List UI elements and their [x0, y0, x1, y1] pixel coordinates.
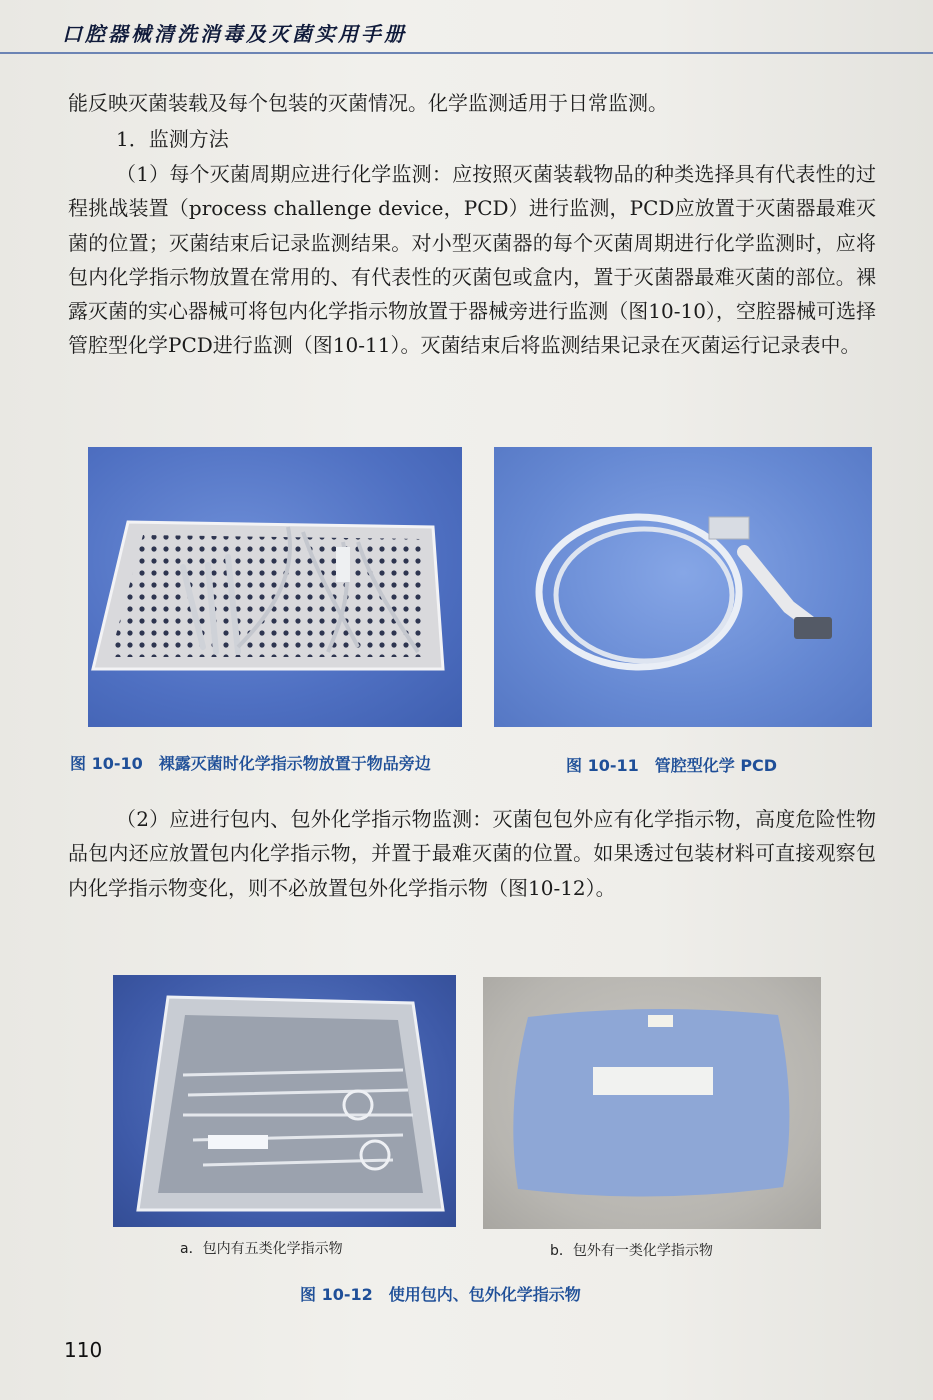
header-rule — [0, 52, 933, 54]
photo-instrument-tray — [88, 447, 462, 727]
photo-steel-tray-inner-indicator — [113, 975, 456, 1227]
paragraph-intro: 能反映灭菌装载及每个包装的灭菌情况。化学监测适用于日常监测。 — [68, 91, 668, 115]
paragraph-chemical-monitoring: （1）每个灭菌周期应进行化学监测：应按照灭菌装载物品的种类选择具有代表性的过程挑战装置（process challenge device，PCD）进行监测，PCD应放置于灭菌器最难灭菌的位置；灭菌结束后记录监测结果。对小型灭菌器的每个灭菌周期进行化学监测时，应将包内化学指示物放置在常用的、有代表性的灭菌包或盒内，置于灭菌器最难灭菌的部位。裸露灭菌的实心器械可将包内化学指示物放置于器械旁进行监测（图10-10），空腔器械可选择管腔型化学PCD进行监测（图10-11）。灭菌结束后将监测结果记录在灭菌运行记录表中。 — [68, 162, 876, 358]
page-number: 110 — [64, 1338, 103, 1362]
running-header: 口腔器械清洗消毒及灭菌实用手册 — [62, 22, 407, 46]
figure-caption-10-11: 图 10-11 管腔型化学 PCD — [566, 756, 778, 775]
figure-caption-10-10: 图 10-10 裸露灭菌时化学指示物放置于物品旁边 — [70, 754, 431, 773]
figure-caption-10-12: 图 10-12 使用包内、包外化学指示物 — [300, 1285, 581, 1304]
figure-caption-10-12b: b．包外有一类化学指示物 — [550, 1243, 713, 1259]
section-heading-methods: 1．监测方法 — [116, 127, 229, 151]
paragraph-inner-outer-indicator: （2）应进行包内、包外化学指示物监测：灭菌包包外应有化学指示物，高度危险性物品包内还应放置包内化学指示物，并置于最难灭菌的位置。如果透过包装材料可直接观察包内化学指示物变化，则不必放置包外化学指示物（图10-12）。 — [68, 807, 876, 900]
photo-tubular-pcd — [494, 447, 872, 727]
photo-wrapped-pack-outer-indicator — [483, 977, 821, 1229]
figure-caption-10-12a: a．包内有五类化学指示物 — [180, 1241, 343, 1257]
